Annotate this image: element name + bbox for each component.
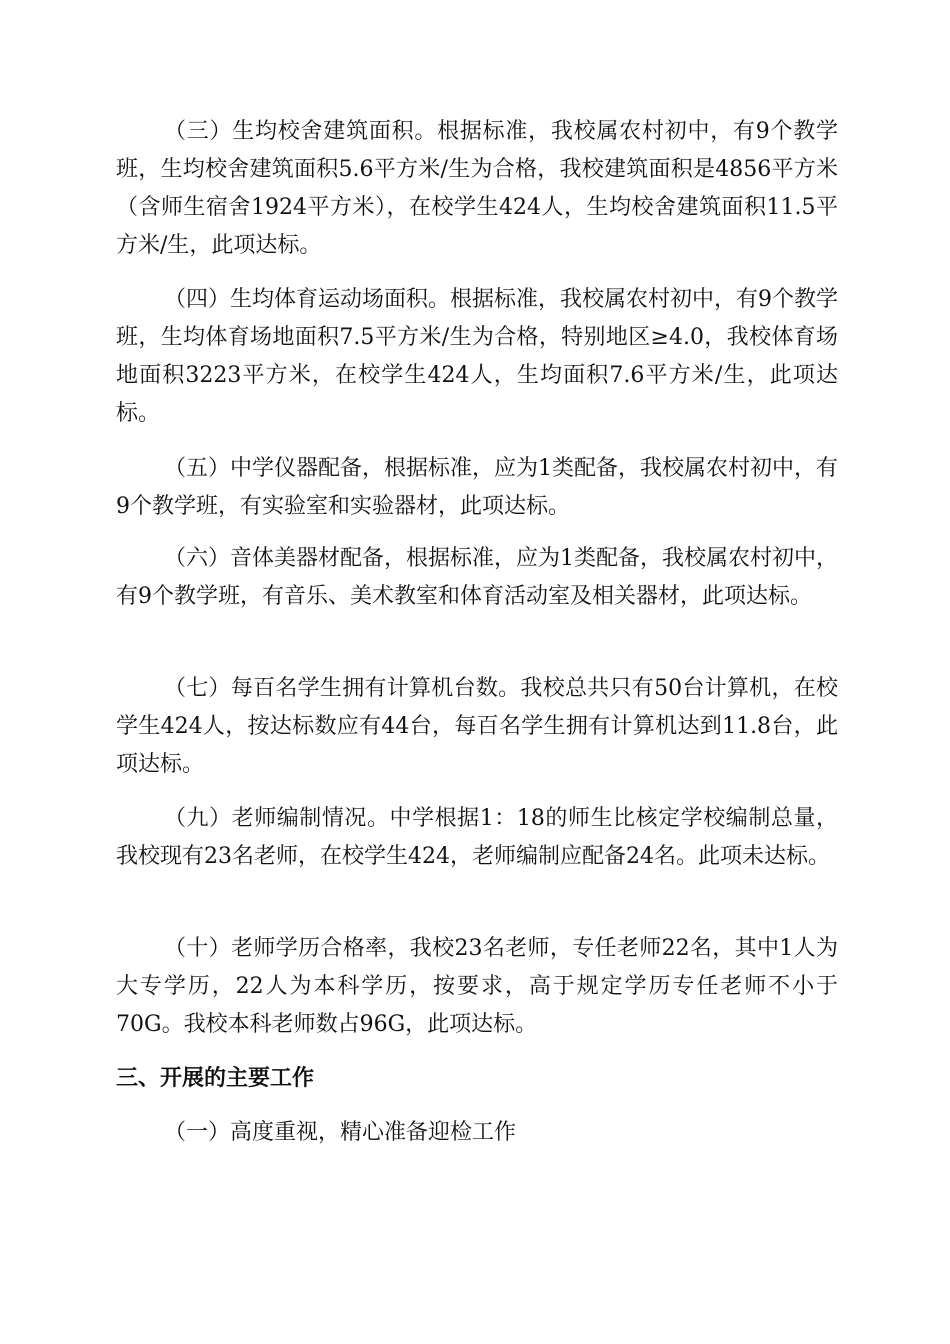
paragraph-sports-field-area: （四）生均体育运动场面积。根据标准，我校属农村初中，有9个教学班，生均体育场地面积7.5平方米/生为合格，特别地区≥4.0，我校体育场地面积3223平方米，在校学生424人，生均面积7.6平方米/生，此项达标。 bbox=[116, 287, 838, 426]
paragraph-teacher-staffing: （九）老师编制情况。中学根据1：18的师生比核定学校编制总量，我校现有23名老师，在校学生424，老师编制应配备24名。此项未达标。 bbox=[116, 806, 838, 869]
paragraph-computers-per-hundred: （七）每百名学生拥有计算机台数。我校总共只有50台计算机，在校学生424人，按达标数应有44台，每百名学生拥有计算机达到11.8台，此项达标。 bbox=[116, 676, 838, 777]
paragraph-teacher-qualification: （十）老师学历合格率，我校23名老师，专任老师22名，其中1人为大专学历，22人为本科学历，按要求，高于规定学历专任老师不小于70G。我校本科老师数占96G，此项达标。 bbox=[116, 936, 838, 1037]
paragraph-arts-sports-equipment: （六）音体美器材配备，根据标准，应为1类配备，我校属农村初中，有9个教学班，有音乐、美术教室和体育活动室及相关器材，此项达标。 bbox=[116, 546, 838, 609]
paragraph-school-building-area: （三）生均校舍建筑面积。根据标准，我校属农村初中，有9个教学班，生均校舍建筑面积5.6平方米/生为合格，我校建筑面积是4856平方米（含师生宿舍1924平方米），在校学生424人，生均校舍建筑面积11.5平方米/生，此项达标。 bbox=[116, 119, 838, 258]
paragraph-lab-equipment: （五）中学仪器配备，根据标准，应为1类配备，我校属农村初中，有9个教学班，有实验室和实验器材，此项达标。 bbox=[116, 456, 838, 519]
section-heading: 三、开展的主要工作 bbox=[116, 1066, 315, 1091]
subsection-heading: （一）高度重视，精心准备迎检工作 bbox=[164, 1120, 517, 1145]
